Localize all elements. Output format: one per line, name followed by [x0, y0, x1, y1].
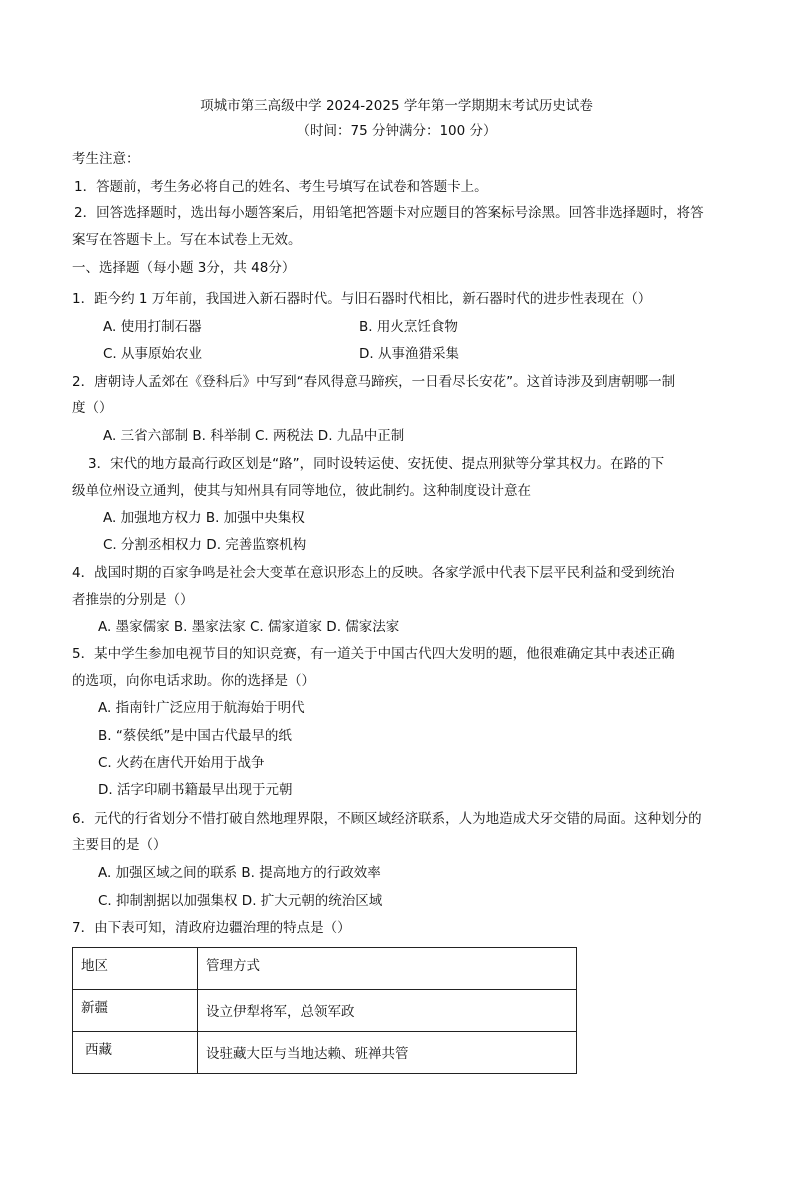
question-4-stem: 4．战国时期的百家争鸣是社会大变革在意识形态上的反映。各家学派中代表下层平民利益和受到统治	[72, 565, 675, 581]
q3-options: C. 分割丞相权力 D. 完善监察机构	[103, 537, 307, 553]
notice-heading: 考生注意：	[72, 151, 140, 167]
question-5-stem: 5．某中学生参加电视节目的知识竞赛，有一道关于中国古代四大发明的题，他很难确定其中表述正确	[72, 646, 675, 662]
frontier-governance-table	[72, 947, 577, 1074]
question-2-stem: 2．唐朝诗人孟郊在《登科后》中写到“春风得意马蹄疾，一日看尽长安花”。这首诗涉及到唐朝哪一制	[72, 374, 676, 390]
q5-option-a: A. 指南针广泛应用于航海始于明代	[98, 700, 305, 716]
q4-options: A. 墨家儒家 B. 墨家法家 C. 儒家道家 D. 儒家法家	[98, 619, 400, 635]
table-row	[73, 1032, 577, 1074]
q2-options: A. 三省六部制 B. 科举制 C. 两税法 D. 九品中正制	[103, 428, 405, 444]
exam-title: 项城市第三高级中学 2024-2025 学年第一学期期末考试历史试卷	[200, 98, 593, 114]
question-3-stem: 级单位州设立通判，使其与知州具有同等地位，彼此制约。这种制度设计意在	[72, 483, 531, 499]
q6-options: C. 抑制割据以加强集权 D. 扩大元朝的统治区域	[98, 893, 383, 909]
q1-option-b: B. 用火烹饪食物	[359, 319, 458, 335]
section-heading: 一、选择题（每小题 3分，共 48分）	[72, 260, 296, 276]
table-header: 管理方式	[198, 948, 577, 990]
q5-option-c: C. 火药在唐代开始用于战争	[98, 755, 265, 771]
q3-options: A. 加强地方权力 B. 加强中央集权	[103, 510, 305, 526]
question-5-stem: 的选项，向你电话求助。你的选择是（）	[72, 673, 315, 689]
q5-option-b: B. “蔡侯纸”是中国古代最早的纸	[98, 728, 292, 744]
q6-options: A. 加强区域之间的联系 B. 提高地方的行政效率	[98, 865, 381, 881]
question-1-stem: 1．距今约 1 万年前，我国进入新石器时代。与旧石器时代相比，新石器时代的进步性表现在（）	[72, 291, 652, 307]
question-6-stem: 主要目的是（）	[72, 837, 167, 853]
exam-subtitle: （时间：75 分钟满分：100 分）	[296, 123, 497, 139]
notice-item: 2．回答选择题时，选出每小题答案后，用铅笔把答题卡对应题目的答案标号涂黑。回答非选择题时，将答	[74, 205, 704, 221]
table-header-row	[73, 948, 577, 990]
q1-option-d: D. 从事渔猎采集	[359, 346, 459, 362]
table-cell: 西藏	[73, 1032, 198, 1074]
notice-item: 1．答题前，考生务必将自己的姓名、考生号填写在试卷和答题卡上。	[74, 179, 488, 195]
question-2-stem: 度（）	[72, 400, 113, 416]
question-6-stem: 6．元代的行省划分不惜打破自然地理界限，不顾区域经济联系，人为地造成犬牙交错的局面。这种划分的	[72, 811, 702, 827]
table-header: 地区	[73, 948, 198, 990]
question-4-stem: 者推崇的分别是（）	[72, 592, 194, 608]
table-cell: 设驻藏大臣与当地达赖、班禅共管	[198, 1032, 577, 1074]
question-7-stem: 7．由下表可知，清政府边疆治理的特点是（）	[72, 920, 351, 936]
table-cell: 设立伊犁将军，总领军政	[198, 990, 577, 1032]
q1-option-c: C. 从事原始农业	[103, 346, 203, 362]
notice-item: 案写在答题卡上。写在本试卷上无效。	[72, 232, 302, 248]
q5-option-d: D. 活字印刷书籍最早出现于元朝	[98, 782, 293, 798]
question-3-stem: 3．宋代的地方最高行政区划是“路”，同时设转运使、安抚使、提点刑狱等分掌其权力。在路的下	[88, 456, 665, 472]
table-row	[73, 990, 577, 1032]
table-cell: 新疆	[73, 990, 198, 1032]
q1-option-a: A. 使用打制石器	[103, 319, 202, 335]
